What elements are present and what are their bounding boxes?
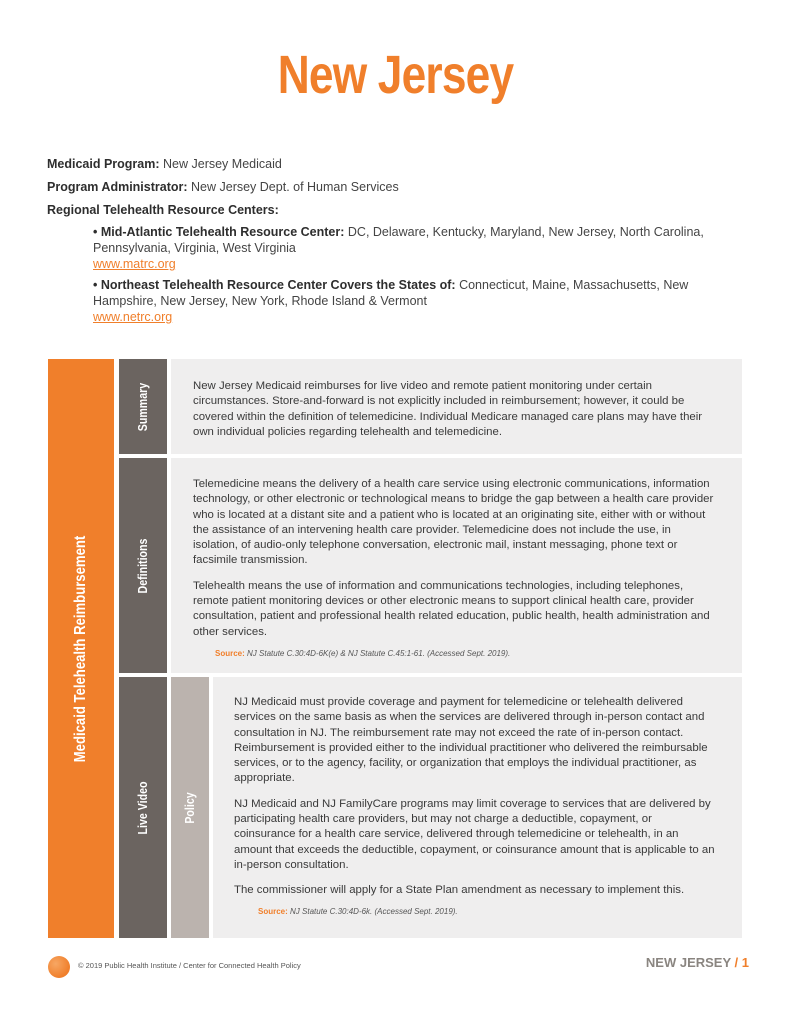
page-title: New Jersey xyxy=(277,45,514,105)
definitions-tab-label: Definitions xyxy=(136,538,150,593)
rtrc-states: Connecticut, Maine, Massachusetts, New Hampshire, New Jersey, New York, Rhode Island & Vermont xyxy=(93,278,689,308)
rtrc-item-netrc xyxy=(93,277,723,325)
page-number: 1 xyxy=(741,955,749,970)
rtrc-text xyxy=(93,224,723,256)
summary-text: New Jersey Medicaid reimburses for live video and remote patient monitoring under certain circumstances. Store-and-forward is not explicitly included in reimbursement; however, it could be covered within the definition of telemedicine. Individual Medicare managed care plans may have their own individual policies regarding telehealth and telemedicine. xyxy=(193,380,703,438)
rtrc-name: • Northeast Telehealth Resource Center Covers the States of: xyxy=(93,278,456,292)
source-text: NJ Statute C.30:4D-6K(e) & NJ Statute C.45:1-61. (Accessed Sept. 2019). xyxy=(244,648,511,658)
medicaid-program-line xyxy=(47,153,747,176)
definition-telehealth: Telehealth means the use of information and communications technologies, including telephones, remote patient monitoring devices or other electronic means to support clinical health care, provider consultation, patient and professional health related education, public health, health administration and other services. xyxy=(193,579,710,638)
live-video-policy-p3: The commissioner will apply for a State Plan amendment as necessary to implement this. xyxy=(234,884,685,897)
definitions-tab xyxy=(119,458,167,673)
matrc-link[interactable]: www.matrc.org xyxy=(93,257,176,271)
program-meta xyxy=(47,153,747,222)
rtrc-item-matrc xyxy=(93,224,723,272)
page-state: NEW JERSEY xyxy=(645,955,731,970)
live-video-source xyxy=(258,907,716,916)
live-video-policy-section xyxy=(213,677,742,938)
main-category-column xyxy=(48,359,114,938)
rtrc-heading-line xyxy=(47,199,747,222)
definitions-section xyxy=(171,458,742,673)
administrator-label: Program Administrator: xyxy=(47,180,188,194)
rtrc-states: DC, Delaware, Kentucky, Maryland, New Jersey, North Carolina, Pennsylvania, Virginia, West Virginia xyxy=(93,225,704,255)
summary-section xyxy=(171,359,742,454)
page-label xyxy=(646,955,749,970)
rtrc-text xyxy=(93,277,723,309)
medicaid-program-label: Medicaid Program: xyxy=(47,157,160,171)
medicaid-program-value: New Jersey Medicaid xyxy=(163,157,282,171)
live-video-policy-p2: NJ Medicaid and NJ FamilyCare programs may limit coverage to services that are delivered by participating health care providers, but may not charge a deductible, copayment, or coinsurance for a health care service, delivered through telemedicine or telehealth, in an amount that exceeds the deductible, copayment, or coinsurance amount that is applicable to an in-person consultation. xyxy=(234,797,715,871)
policy-tab-label: Policy xyxy=(183,791,197,824)
definitions-source xyxy=(215,649,718,658)
source-label: Source: xyxy=(258,906,288,916)
rtrc-heading: Regional Telehealth Resource Centers: xyxy=(47,203,279,217)
main-category-label: Medicaid Telehealth Reimbursement xyxy=(72,535,89,762)
administrator-line xyxy=(47,176,747,199)
definition-telemedicine: Telemedicine means the delivery of a health care service using electronic communications, information technology, or other electronic or technological means to bridge the gap between a health care provider who is located at a distant site and a patient who is located at an originating site, either with or without the assistance of an intervening health care provider. Telemedicine does not include the use, in isolation, of audio-only telephone conversation, electronic mail, instant messaging, phone text or facsimile transmission. xyxy=(193,478,714,567)
netrc-link[interactable]: www.netrc.org xyxy=(93,310,173,324)
live-video-tab-label: Live Video xyxy=(136,781,150,834)
source-label: Source: xyxy=(215,648,245,658)
cchp-logo-icon xyxy=(48,956,70,978)
policy-tab xyxy=(171,677,209,938)
summary-tab-label: Summary xyxy=(136,382,150,431)
footer-copyright: © 2019 Public Health Institute / Center for Connected Health Policy xyxy=(78,961,301,970)
source-text: NJ Statute C.30:4D-6k. (Accessed Sept. 2019). xyxy=(287,906,458,916)
summary-tab xyxy=(119,359,167,454)
page-separator: / xyxy=(730,955,742,970)
rtrc-name: • Mid-Atlantic Telehealth Resource Center: xyxy=(93,225,345,239)
live-video-tab xyxy=(119,677,167,938)
live-video-policy-p1: NJ Medicaid must provide coverage and payment for telemedicine or telehealth delivered services on the same basis as when the services are delivered through in-person contact and consultation in NJ. The reimbursement rate may not exceed the rate of in-person contact. Reimbursement is provided either to the individual practitioner who delivered the reimbursable services, or to the agency, facility, or organization that employs the individual practitioner, as appropriate. xyxy=(234,696,708,785)
administrator-value: New Jersey Dept. of Human Services xyxy=(191,180,399,194)
